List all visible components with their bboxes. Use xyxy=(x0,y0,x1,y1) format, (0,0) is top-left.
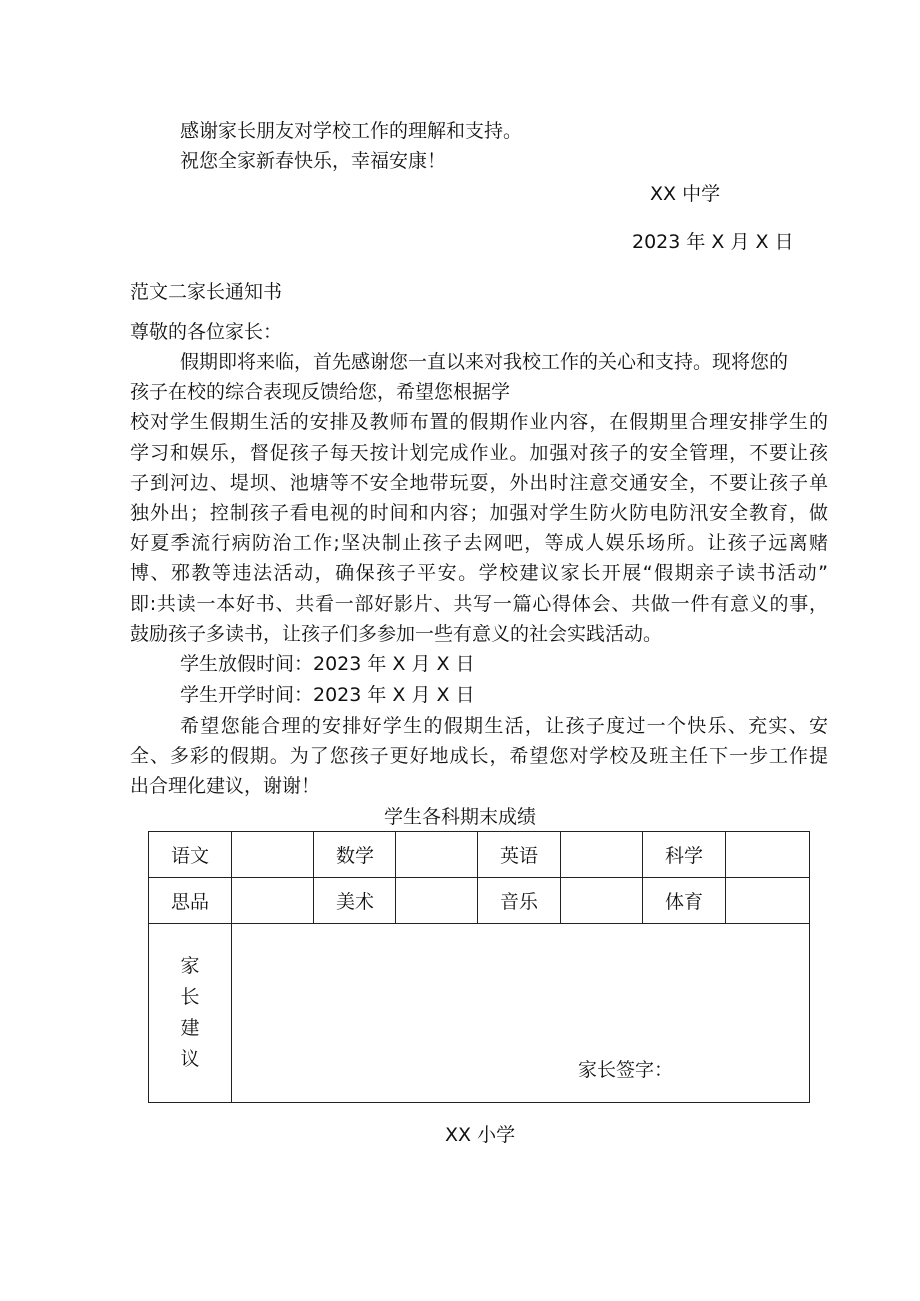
paragraph-line: 假期即将来临，首先感谢您一直以来对我校工作的关心和支持。现将您的 xyxy=(180,351,789,373)
greeting: 尊敬的各位家长： xyxy=(130,321,283,343)
score-cell[interactable] xyxy=(561,878,643,924)
subject-label: 英语 xyxy=(478,832,561,878)
subject-label: 音乐 xyxy=(478,878,561,924)
hope-line: 全、多彩的假期。为了您孩子更好地成长，希望您对学校及班主任下一步工作提 xyxy=(130,745,828,767)
table-row xyxy=(149,878,810,924)
footer-school: XX 小学 xyxy=(445,1124,516,1146)
paragraph-line: 博、邪教等违法活动，确保孩子平安。学校建议家长开展“假期亲子读书活动” xyxy=(130,562,828,584)
score-cell[interactable] xyxy=(396,832,478,878)
paragraph-line: 独外出；控制孩子看电视的时间和内容；加强对学生防火防电防汛安全教育，做 xyxy=(130,502,828,524)
paragraph-line: 即:共读一本好书、共看一部好影片、共写一篇心得体会、共做一件有意义的事， xyxy=(130,593,828,615)
paragraph-line: 学习和娱乐，督促孩子每天按计划完成作业。加强对孩子的安全管理，不要让孩 xyxy=(130,442,828,464)
signature-date: 2023 年 X 月 X 日 xyxy=(632,231,794,253)
score-cell[interactable] xyxy=(726,878,810,924)
table-caption: 学生各科期末成绩 xyxy=(383,806,536,828)
parent-advice-area[interactable] xyxy=(232,924,810,1103)
notice-title: 范文二家长通知书 xyxy=(130,281,283,303)
score-cell[interactable] xyxy=(396,878,478,924)
table-row xyxy=(149,832,810,878)
hope-line: 希望您能合理的安排好学生的假期生活，让孩子度过一个快乐、充实、安 xyxy=(180,715,828,737)
parent-signature-label: 家长签字： xyxy=(578,1059,674,1081)
paragraph-line: 鼓励孩子多读书，让孩子们多参加一些有意义的社会实践活动。 xyxy=(130,623,663,645)
score-cell[interactable] xyxy=(561,832,643,878)
scores-table xyxy=(148,831,810,1103)
subject-label: 美术 xyxy=(314,878,396,924)
paragraph-line: 校对学生假期生活的安排及教师布置的假期作业内容，在假期里合理安排学生的 xyxy=(130,411,828,433)
thanks-line: 感谢家长朋友对学校工作的理解和支持。 xyxy=(180,120,523,142)
wishes-line: 祝您全家新春快乐，幸福安康！ xyxy=(180,150,447,172)
paragraph-line: 好夏季流行病防治工作;坚决制止孩子去网吧，等成人娱乐场所。让孩子远离赌 xyxy=(130,532,828,554)
subject-label: 语文 xyxy=(149,832,232,878)
parent-advice-label-cell xyxy=(149,924,232,1103)
subject-label: 科学 xyxy=(643,832,726,878)
score-cell[interactable] xyxy=(726,832,810,878)
paragraph-line: 子到河边、堤坝、池塘等不安全地带玩耍，外出时注意交通安全，不要让孩子单 xyxy=(130,472,828,494)
subject-label: 思品 xyxy=(149,878,232,924)
subject-label: 体育 xyxy=(643,878,726,924)
score-cell[interactable] xyxy=(232,878,314,924)
subject-label: 数学 xyxy=(314,832,396,878)
parent-advice-label: 家长建议 xyxy=(180,955,200,1070)
hope-line: 出合理化建议，谢谢！ xyxy=(130,775,321,797)
table-row xyxy=(149,924,810,1103)
signature-school: XX 中学 xyxy=(650,183,721,205)
paragraph-line: 孩子在校的综合表现反馈给您，希望您根据学 xyxy=(130,381,511,403)
score-cell[interactable] xyxy=(232,832,314,878)
school-start: 学生开学时间：2023 年 X 月 X 日 xyxy=(180,684,475,706)
holiday-start: 学生放假时间：2023 年 X 月 X 日 xyxy=(180,653,475,675)
